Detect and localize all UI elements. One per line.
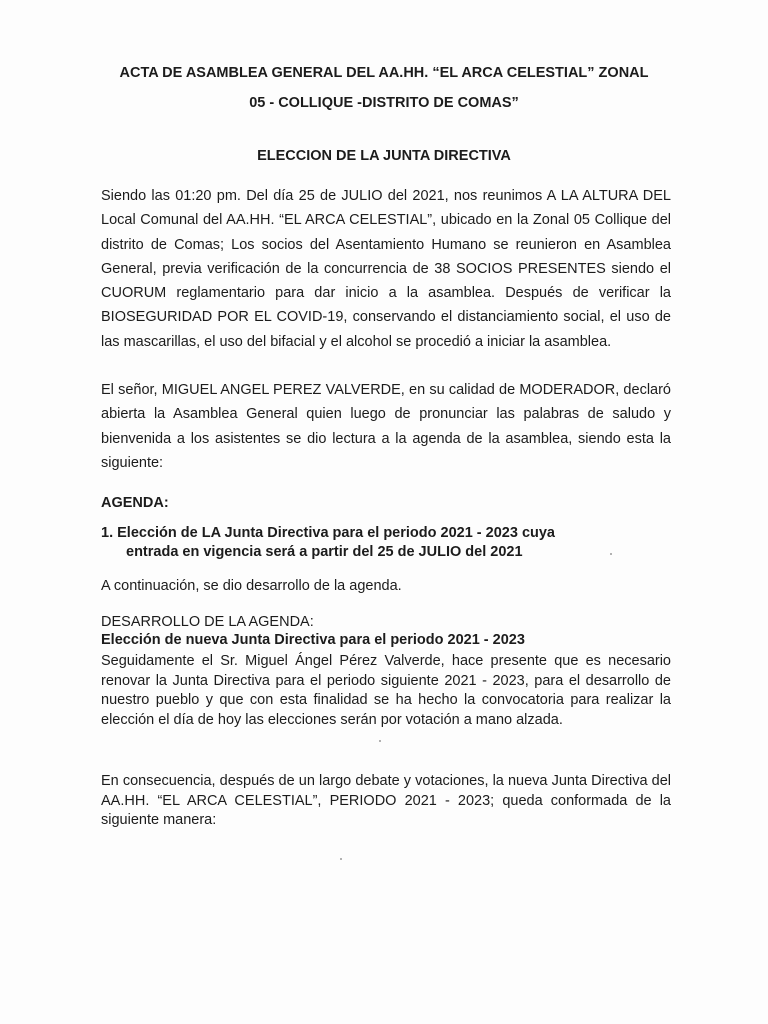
agenda-heading: AGENDA:: [101, 495, 169, 511]
agenda-item: [101, 524, 621, 561]
paragraph-moderator: El señor, MIGUEL ANGEL PEREZ VALVERDE, en su calidad de MODERADOR, declaró abierta la Asamblea General quien luego de pronunciar las palabras de saludo y bienvenida a los asistentes se dio lectura a la agenda de la asamblea, siendo esta la siguiente:: [101, 382, 671, 471]
scan-speck: [379, 740, 381, 742]
agenda-item-line2: entrada en vigencia será a partir del 25 de JULIO del 2021: [126, 543, 523, 560]
eleccion-heading: Elección de nueva Junta Directiva para el periodo 2021 - 2023: [101, 632, 525, 648]
paragraph-opening: Siendo las 01:20 pm. Del día 25 de JULIO del 2021, nos reunimos A LA ALTURA DEL Local Comunal del AA.HH. “EL ARCA CELESTIAL”, ubicado en la Zonal 05 Collique del distrito de Comas; Los socios del Asentamiento Humano se reunieron en Asamblea General, previa verificación de la concurrencia de 38 SOCIOS PRESENTES siendo el CUORUM reglamentario para dar inicio a la asamblea. Después de verificar la BIOSEGURIDAD POR EL COVID-19, conservando el distanciamiento social, el uso de las mascarillas, el uso del bifacial y el alcohol se procedió a iniciar la asamblea.: [101, 188, 671, 350]
paragraph-continuacion: A continuación, se dio desarrollo de la agenda.: [101, 578, 402, 594]
paragraph-conformacion: En consecuencia, después de un largo debate y votaciones, la nueva Junta Directiva del AA.HH. “EL ARCA CELESTIAL”, PERIODO 2021 - 2023; queda conformada de la siguiente manera:: [101, 773, 671, 828]
scan-speck: [340, 858, 342, 860]
document-title-line2: 05 - COLLIQUE -DISTRITO DE COMAS”: [249, 95, 519, 111]
paragraph-renovacion: Seguidamente el Sr. Miguel Ángel Pérez Valverde, hace presente que es necesario renovar la Junta Directiva para el periodo siguiente 2021 - 2023, para el desarrollo de nuestro pueblo y que con esta finalidad se ha hecho la convocatoria para realizar la elección el día de hoy las elecciones serán por votación a mano alzada.: [101, 653, 671, 728]
desarrollo-heading: DESARROLLO DE LA AGENDA:: [101, 614, 314, 630]
agenda-item-line1: Elección de LA Junta Directiva para el periodo 2021 - 2023 cuya: [117, 525, 555, 541]
scan-speck: [610, 553, 612, 555]
section-title-eleccion: ELECCION DE LA JUNTA DIRECTIVA: [257, 148, 511, 164]
agenda-item-number: 1.: [101, 525, 114, 541]
document-title-line1: ACTA DE ASAMBLEA GENERAL DEL AA.HH. “EL ARCA CELESTIAL” ZONAL: [119, 65, 649, 81]
